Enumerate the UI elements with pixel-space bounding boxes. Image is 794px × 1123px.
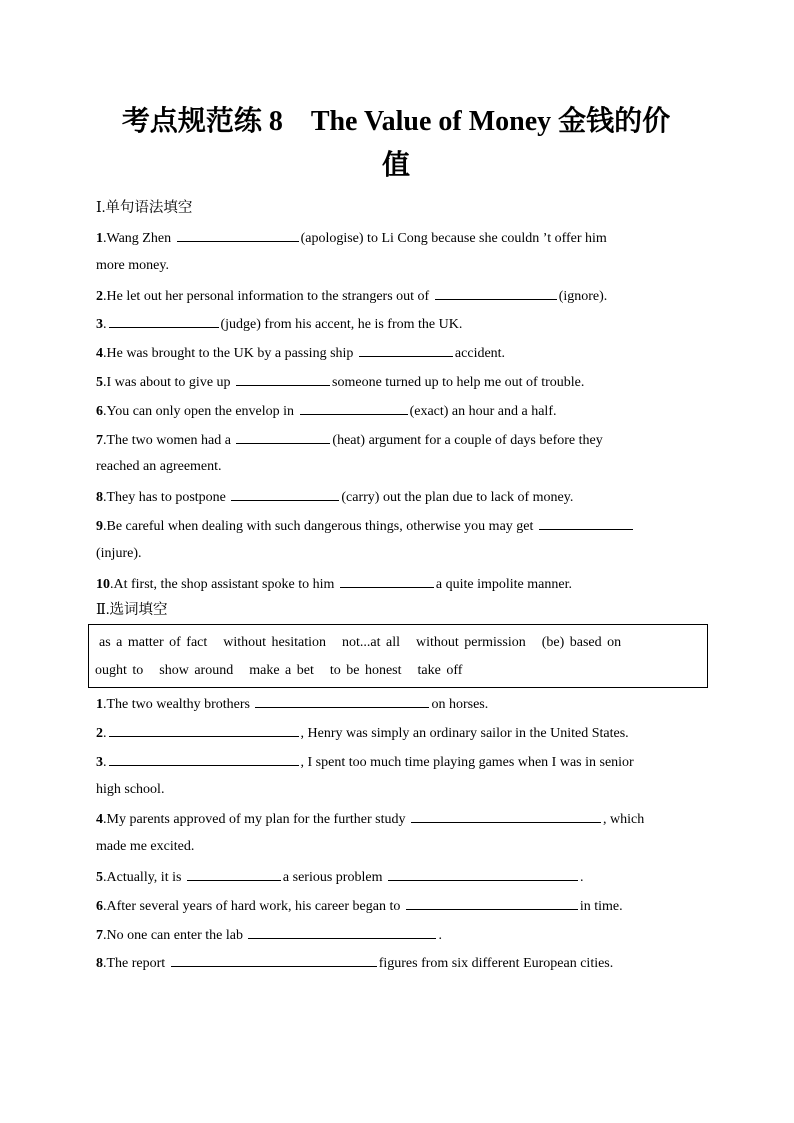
word-bank-phrase: without hesitation (223, 635, 326, 650)
s2-question-3 (96, 751, 634, 773)
question-text: .Actually, it is (103, 870, 185, 885)
s1-question-1 (96, 227, 607, 249)
question-text: (apologise) to Li Cong because she couldn ’t offer him (300, 231, 607, 246)
question-text: a serious problem (282, 870, 386, 885)
question-text: a quite impolite manner. (435, 577, 572, 592)
section-2-heading: Ⅱ.选词填空 (96, 602, 168, 618)
question-number: 6 (96, 899, 103, 914)
question-text: (heat) argument for a couple of days before they (332, 433, 603, 448)
answer-blank[interactable] (388, 866, 578, 881)
question-number: 2 (96, 289, 103, 304)
question-text: . (579, 870, 584, 885)
page-title-continued: 值 (381, 150, 410, 181)
question-text: .He was brought to the UK by a passing ship (103, 346, 357, 361)
question-text: (judge) from his accent, he is from the UK. (220, 317, 463, 332)
word-bank-row-1 (99, 633, 637, 653)
word-bank-row-2 (95, 661, 478, 681)
answer-blank[interactable] (109, 751, 299, 766)
question-text: (ignore). (558, 289, 608, 304)
s2-question-4-cont: made me excited. (96, 839, 195, 854)
s1-question-5 (96, 371, 584, 393)
s2-question-3-cont: high school. (96, 782, 165, 797)
answer-blank[interactable] (406, 895, 578, 910)
question-text: , I spent too much time playing games when I was in senior (300, 755, 634, 770)
answer-blank[interactable] (248, 924, 436, 939)
s1-question-2 (96, 285, 607, 307)
s1-question-6 (96, 400, 557, 422)
s2-question-1 (96, 693, 488, 715)
answer-blank[interactable] (340, 573, 434, 588)
s1-question-8 (96, 486, 573, 508)
question-text: in time. (579, 899, 623, 914)
question-number: 7 (96, 928, 103, 943)
answer-blank[interactable] (255, 693, 429, 708)
question-number: 3 (96, 317, 103, 332)
question-text: .You can only open the envelop in (103, 404, 298, 419)
question-text: .He let out her personal information to the strangers out of (103, 289, 433, 304)
answer-blank[interactable] (359, 342, 453, 357)
question-text: .The report (103, 956, 169, 971)
question-text: on horses. (431, 697, 489, 712)
question-number: 4 (96, 346, 103, 361)
answer-blank[interactable] (236, 429, 330, 444)
question-text: (carry) out the plan due to lack of money. (341, 490, 574, 505)
question-number: 10 (96, 577, 110, 592)
question-number: 7 (96, 433, 103, 448)
answer-blank[interactable] (231, 486, 339, 501)
word-bank-phrase: show around (159, 663, 234, 678)
s1-question-4 (96, 342, 505, 364)
answer-blank[interactable] (411, 808, 601, 823)
question-text: , Henry was simply an ordinary sailor in the United States. (300, 726, 629, 741)
s1-question-10 (96, 573, 572, 595)
answer-blank[interactable] (435, 285, 557, 300)
question-text: .The two wealthy brothers (103, 697, 254, 712)
question-text: accident. (454, 346, 506, 361)
s2-question-8 (96, 952, 613, 974)
s2-question-4 (96, 808, 644, 830)
question-text: .My parents approved of my plan for the further study (103, 812, 409, 827)
question-number: 4 (96, 812, 103, 827)
question-number: 1 (96, 697, 103, 712)
word-bank-phrase: as a matter of fact (99, 635, 208, 650)
question-text: .No one can enter the lab (103, 928, 247, 943)
page-title: 考点规范练 8 The Value of Money 金钱的价 (121, 106, 671, 137)
question-text: .After several years of hard work, his career began to (103, 899, 404, 914)
s1-question-3 (96, 313, 462, 335)
question-number: 6 (96, 404, 103, 419)
s1-question-7 (96, 429, 603, 451)
answer-blank[interactable] (109, 722, 299, 737)
question-text: .I was about to give up (103, 375, 235, 390)
s2-question-6 (96, 895, 623, 917)
answer-blank[interactable] (109, 313, 219, 328)
s1-question-7-cont: reached an agreement. (96, 459, 222, 474)
question-number: 3 (96, 755, 103, 770)
word-bank-phrase: (be) based on (541, 635, 622, 650)
word-bank-phrase: not...at all (342, 635, 400, 650)
word-bank-phrase: to be honest (329, 663, 402, 678)
question-number: 8 (96, 490, 103, 505)
question-number: 9 (96, 519, 103, 534)
question-text: figures from six different European cities. (378, 956, 614, 971)
s2-question-5 (96, 866, 583, 888)
question-number: 2 (96, 726, 103, 741)
question-text: . (103, 317, 107, 332)
word-bank-phrase: ought to (95, 663, 144, 678)
s1-question-9-cont: (injure). (96, 546, 142, 561)
word-bank-phrase: make a bet (249, 663, 314, 678)
word-bank-phrase: without permission (416, 635, 526, 650)
question-number: 1 (96, 231, 103, 246)
question-text: .They has to postpone (103, 490, 230, 505)
question-text: .Be careful when dealing with such dangerous things, otherwise you may get (103, 519, 537, 534)
question-text: .At first, the shop assistant spoke to him (110, 577, 338, 592)
question-text: . (438, 928, 442, 943)
s2-question-7 (96, 924, 442, 946)
answer-blank[interactable] (300, 400, 408, 415)
answer-blank[interactable] (539, 515, 633, 530)
section-1-heading: Ⅰ.单句语法填空 (96, 200, 193, 216)
question-text: someone turned up to help me out of trouble. (332, 375, 585, 390)
question-text: .The two women had a (103, 433, 235, 448)
answer-blank[interactable] (171, 952, 377, 967)
s2-question-2 (96, 722, 629, 744)
question-text: (exact) an hour and a half. (409, 404, 557, 419)
answer-blank[interactable] (177, 227, 299, 242)
word-bank-box (88, 624, 708, 688)
s1-question-1-cont: more money. (96, 258, 169, 273)
question-number: 5 (96, 870, 103, 885)
answer-blank[interactable] (187, 866, 281, 881)
question-text: .Wang Zhen (103, 231, 175, 246)
question-number: 8 (96, 956, 103, 971)
s1-question-9 (96, 515, 635, 537)
word-bank-phrase: take off (417, 663, 463, 678)
question-text: . (103, 755, 107, 770)
question-number: 5 (96, 375, 103, 390)
answer-blank[interactable] (236, 371, 330, 386)
question-text: , which (602, 812, 645, 827)
question-text: . (103, 726, 107, 741)
